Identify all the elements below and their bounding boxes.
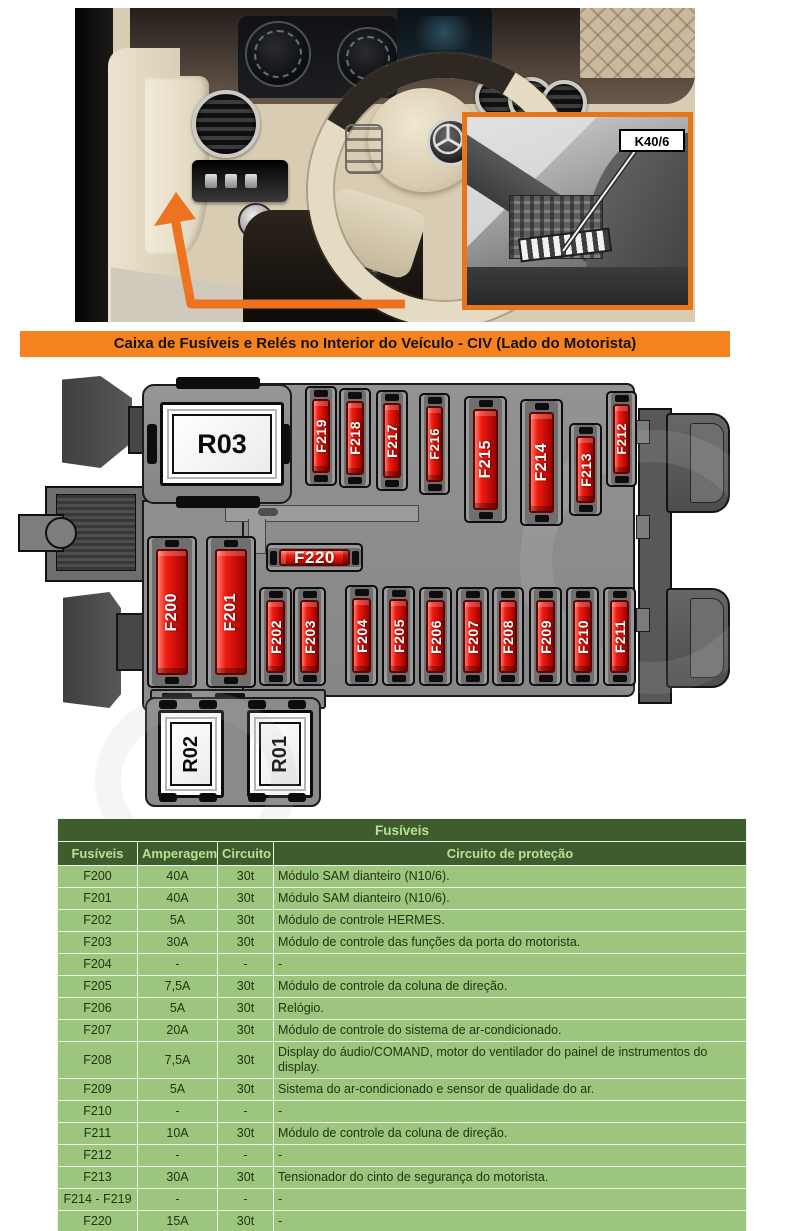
circuit-cell: 30t — [218, 1042, 274, 1079]
amperage-cell: - — [138, 1101, 218, 1123]
housing-clip — [288, 700, 306, 709]
fuse-contact — [224, 677, 238, 684]
fuse-contact — [501, 675, 515, 682]
table-row — [58, 1123, 747, 1145]
relay-R01 — [247, 710, 313, 798]
fuse-cell: F209 — [58, 1079, 138, 1101]
fuse-F219 — [312, 399, 330, 473]
fuse-F218 — [346, 401, 364, 475]
mounting-bolt-hole — [45, 517, 77, 549]
fuse-F216 — [426, 406, 443, 482]
amperage-cell: 5A — [138, 910, 218, 932]
fuse-contact — [355, 589, 369, 596]
fuse-slot-F203 — [293, 587, 326, 686]
relay-R03 — [160, 402, 284, 486]
fuse-contact — [579, 427, 593, 434]
fuse-slot-F217 — [376, 390, 408, 491]
amperage-cell: - — [138, 1189, 218, 1211]
fuse-slot-F218 — [339, 388, 371, 488]
fuse-contact — [615, 395, 629, 402]
table-row — [58, 1189, 747, 1211]
fuse-cell: F213 — [58, 1167, 138, 1189]
amperage-cell: 7,5A — [138, 1042, 218, 1079]
fuse-F204 — [352, 598, 371, 673]
fuse-contact — [466, 675, 480, 682]
fuse-contact — [613, 591, 627, 598]
col-header-amperage: Amperagem — [138, 842, 218, 866]
fuse-label: F219 — [313, 419, 329, 453]
fuse-slot-F210 — [566, 587, 599, 686]
left-connector-top — [62, 376, 132, 468]
table-title: Fusíveis — [58, 819, 747, 842]
plate-notch — [636, 515, 650, 539]
protection-cell: Módulo de controle da coluna de direção. — [274, 1123, 747, 1145]
fuse-label: F205 — [390, 619, 407, 653]
fuse-contact — [576, 591, 590, 598]
fuse-slot-F209 — [529, 587, 562, 686]
fuse-label: F206 — [427, 619, 444, 654]
fuse-cell: F214 - F219 — [58, 1189, 138, 1211]
fuse-contact — [579, 505, 593, 512]
protection-cell: Módulo SAM dianteiro (N10/6). — [274, 866, 747, 888]
col-header-fuse: Fusíveis — [58, 842, 138, 866]
fuse-contact — [479, 512, 493, 519]
amperage-cell: 30A — [138, 1167, 218, 1189]
amperage-cell: 5A — [138, 1079, 218, 1101]
table-title-row — [58, 819, 747, 842]
relay-R02 — [158, 710, 224, 798]
plate-notch — [636, 608, 650, 632]
table-row — [58, 866, 747, 888]
fuse-slot-F212 — [606, 391, 637, 487]
circuit-cell: 30t — [218, 1020, 274, 1042]
fuse-label: F211 — [611, 619, 628, 654]
housing-clip — [248, 700, 266, 709]
table-row — [58, 932, 747, 954]
fuse-label: F203 — [301, 619, 318, 654]
fuse-slot-F201 — [206, 536, 256, 688]
table-row — [58, 1042, 747, 1079]
circuit-cell: 30t — [218, 998, 274, 1020]
fuse-label: F212 — [614, 423, 629, 455]
fuse-contact — [165, 540, 179, 547]
housing-clip — [288, 793, 306, 802]
fuse-slot-F205 — [382, 586, 415, 686]
fuse-F207 — [463, 600, 482, 673]
fuse-slot-F215 — [464, 396, 507, 523]
fuse-contact — [270, 551, 277, 565]
fuse-cell: F220 — [58, 1211, 138, 1231]
housing-clip — [199, 793, 217, 802]
fuse-contact — [314, 475, 328, 482]
fuse-cell: F210 — [58, 1101, 138, 1123]
fuse-contact — [348, 477, 362, 484]
fuse-F202 — [266, 600, 285, 673]
fuse-contact — [428, 484, 442, 491]
fuse-label: F216 — [427, 428, 442, 460]
fuse-cell: F202 — [58, 910, 138, 932]
fuse-cell: F208 — [58, 1042, 138, 1079]
fuse-label: F215 — [476, 440, 494, 479]
circuit-cell: - — [218, 954, 274, 976]
fuse-label: F210 — [574, 619, 591, 654]
protection-cell: Módulo de controle das funções da porta do motorista. — [274, 932, 747, 954]
fuse-contact — [466, 591, 480, 598]
protection-cell: Módulo de controle da coluna de direção. — [274, 976, 747, 998]
fuse-slot-F220 — [266, 543, 363, 572]
right-connector-top — [666, 413, 730, 513]
fuse-contact — [615, 476, 629, 483]
fuse-cell: F200 — [58, 866, 138, 888]
circuit-cell: 30t — [218, 1167, 274, 1189]
fuse-cell: F203 — [58, 932, 138, 954]
circuit-cell: - — [218, 1189, 274, 1211]
protection-cell: Sistema do ar-condicionado e sensor de qualidade do ar. — [274, 1079, 747, 1101]
fuse-contact — [479, 400, 493, 407]
fuse-label: F217 — [384, 423, 400, 458]
fuse-slot-F204 — [345, 585, 378, 686]
housing-clip — [147, 424, 157, 464]
fuse-contact — [539, 591, 553, 598]
fuse-F200 — [156, 549, 188, 675]
col-header-protection: Circuito de proteção — [274, 842, 747, 866]
fuse-contact — [355, 675, 369, 682]
inset-label: K40/6 — [619, 129, 685, 152]
protection-cell: Módulo de controle do sistema de ar-condicionado. — [274, 1020, 747, 1042]
amperage-cell: 40A — [138, 888, 218, 910]
housing-clip — [176, 377, 260, 389]
circuit-cell: 30t — [218, 976, 274, 998]
title-banner: Caixa de Fusíveis e Relés no Interior do Veículo - CIV (Lado do Motorista) — [20, 331, 730, 357]
fuse-contact — [535, 515, 549, 522]
fuse-label: F220 — [294, 547, 335, 567]
protection-cell: - — [274, 1189, 747, 1211]
fuse-slot-F200 — [147, 536, 197, 688]
table-row — [58, 1145, 747, 1167]
fuse-label: F204 — [353, 618, 370, 653]
relay-label: R01 — [268, 735, 291, 773]
fuse-F217 — [383, 403, 401, 478]
amperage-cell: - — [138, 954, 218, 976]
table-row — [58, 954, 747, 976]
housing-clip — [159, 700, 177, 709]
fuse-label: F214 — [532, 443, 550, 482]
fuse-cell: F211 — [58, 1123, 138, 1145]
fuse-slot-F202 — [259, 587, 292, 686]
fuse-F210 — [573, 600, 592, 673]
circuit-cell: 30t — [218, 888, 274, 910]
fuse-label: F201 — [222, 592, 239, 632]
amperage-cell: 40A — [138, 866, 218, 888]
fuse-F208 — [499, 600, 517, 673]
protection-cell: - — [274, 954, 747, 976]
fuse-label: F208 — [500, 619, 516, 654]
fuse-cell: F207 — [58, 1020, 138, 1042]
fuse-cell: F206 — [58, 998, 138, 1020]
fuse-F212 — [613, 404, 630, 474]
table-row — [58, 1079, 747, 1101]
amperage-cell: 10A — [138, 1123, 218, 1145]
housing-clip — [199, 700, 217, 709]
housing-clip — [176, 496, 260, 508]
plate-notch — [636, 420, 650, 444]
fuse-contact — [269, 675, 283, 682]
fuse-contact — [269, 591, 283, 598]
fuse-slot-F207 — [456, 587, 489, 686]
fuse-contact — [501, 591, 515, 598]
left-connector-bottom — [63, 592, 121, 708]
fuse-label: F213 — [577, 452, 594, 487]
table-row — [58, 888, 747, 910]
fuse-cell: F204 — [58, 954, 138, 976]
col-header-circuit: Circuito — [218, 842, 274, 866]
fuse-contact — [314, 390, 328, 397]
fuse-slot-F211 — [603, 587, 636, 686]
protection-cell: - — [274, 1145, 747, 1167]
fuse-F211 — [610, 600, 629, 673]
fuse-F213 — [576, 436, 595, 503]
fuse-contact — [385, 394, 399, 401]
fuse-slot-F206 — [419, 587, 452, 686]
circuit-cell: 30t — [218, 932, 274, 954]
fuse-F203 — [300, 600, 319, 673]
circuit-cell: - — [218, 1101, 274, 1123]
fuse-cell: F201 — [58, 888, 138, 910]
fuse-slot-F208 — [492, 587, 524, 686]
fuse-slot-F214 — [520, 399, 563, 526]
fuse-slot-F213 — [569, 423, 602, 516]
housing-clip — [159, 793, 177, 802]
fuse-label: F207 — [464, 619, 481, 654]
fuse-contact — [613, 675, 627, 682]
amperage-cell: 7,5A — [138, 976, 218, 998]
protection-cell: Relógio. — [274, 998, 747, 1020]
fuse-contact — [576, 675, 590, 682]
fuse-slot-F216 — [419, 393, 450, 495]
protection-cell: Módulo SAM dianteiro (N10/6). — [274, 888, 747, 910]
fuse-contact — [429, 675, 443, 682]
fuse-F214 — [529, 412, 554, 513]
fuse-label: F202 — [267, 619, 284, 654]
right-connector-bottom — [666, 588, 730, 688]
table-row — [58, 998, 747, 1020]
circuit-cell: 30t — [218, 910, 274, 932]
circuit-cell: 30t — [218, 1211, 274, 1231]
circuit-cell: 30t — [218, 1123, 274, 1145]
fuse-F220 — [279, 549, 350, 566]
fuse-contact — [429, 591, 443, 598]
fuse-F209 — [536, 600, 555, 673]
fuse-label: F200 — [163, 592, 180, 632]
fuse-contact — [428, 397, 442, 404]
protection-cell: Display do áudio/COMAND, motor do ventilador do painel de instrumentos do display. — [274, 1042, 747, 1079]
protection-cell: Módulo de controle HERMES. — [274, 910, 747, 932]
fuse-contact — [392, 675, 406, 682]
fuse-contact — [303, 591, 317, 598]
table-row — [58, 1101, 747, 1123]
fuse-F206 — [426, 600, 445, 673]
amperage-cell: 30A — [138, 932, 218, 954]
fuse-cell: F212 — [58, 1145, 138, 1167]
fuse-F205 — [389, 599, 408, 673]
protection-cell: Tensionador do cinto de segurança do motorista. — [274, 1167, 747, 1189]
housing-clip — [248, 793, 266, 802]
table-row — [58, 910, 747, 932]
relay-label: R03 — [197, 428, 247, 459]
table-row — [58, 1211, 747, 1231]
fuse-contact — [303, 675, 317, 682]
fuse-contact — [348, 392, 362, 399]
amperage-cell: 20A — [138, 1020, 218, 1042]
circuit-cell: 30t — [218, 1079, 274, 1101]
fuse-contact — [539, 675, 553, 682]
table-row — [58, 1167, 747, 1189]
fuse-contact — [224, 540, 238, 547]
fuse-cell: F205 — [58, 976, 138, 998]
protection-cell: - — [274, 1101, 747, 1123]
fuse-contact — [385, 480, 399, 487]
circuit-cell: 30t — [218, 866, 274, 888]
fuse-contact — [535, 403, 549, 410]
fuse-F215 — [473, 409, 498, 510]
fuse-label: F209 — [537, 619, 554, 654]
amperage-cell: 5A — [138, 998, 218, 1020]
fuses-table — [57, 818, 747, 1231]
fuse-contact — [392, 590, 406, 597]
protection-cell: - — [274, 1211, 747, 1231]
fuse-label: F218 — [347, 421, 363, 455]
fuse-contact — [165, 677, 179, 684]
table-row — [58, 1020, 747, 1042]
table-header-row — [58, 842, 747, 866]
fuse-F201 — [215, 549, 247, 675]
body-ridge-pill — [258, 508, 278, 516]
circuit-cell: - — [218, 1145, 274, 1167]
fuse-contact — [352, 551, 359, 565]
table-row — [58, 976, 747, 998]
fuse-slot-F219 — [305, 386, 337, 486]
relay-label: R02 — [179, 735, 202, 773]
amperage-cell: - — [138, 1145, 218, 1167]
amperage-cell: 15A — [138, 1211, 218, 1231]
